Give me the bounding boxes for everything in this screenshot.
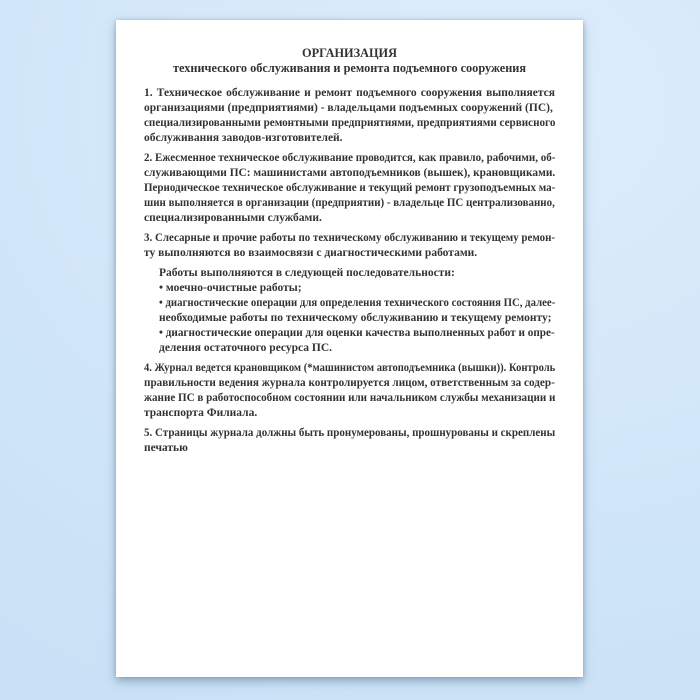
text-line: 2. Ежесменное техническое обслуживание проводится, как правило, рабочими, об-	[144, 152, 556, 164]
text-line: шин выполняется в организации (предприятии) - владельце ПС централизованно,	[144, 197, 555, 209]
document-body	[144, 86, 555, 456]
text-line: 4. Журнал ведется крановщиком (*машинистом автоподъемника (вышки)). Контроль	[144, 362, 556, 374]
list-line: • диагностические операции для оценки качества выполненных работ и опре-	[159, 327, 555, 339]
document-subtitle-line: технического обслуживания и ремонта подъемного сооружения	[172, 61, 527, 75]
text-line: 3. Слесарные и прочие работы по техническому обслуживанию и текущему ремон-	[144, 232, 556, 244]
text-line: жание ПС в работоспособном состоянии или начальником службы механизации и	[144, 392, 556, 404]
text-line: обслуживания заводов-изготовителей.	[144, 132, 343, 144]
paragraph	[144, 231, 555, 261]
text-line: Периодическое техническое обслуживание и текущий ремонт грузоподъемных ма-	[144, 182, 556, 194]
paragraph	[144, 151, 555, 226]
list-line: Работы выполняются в следующей последовательности:	[159, 267, 455, 279]
paragraph	[144, 426, 555, 456]
text-line: организациями (предприятиями) - владельцами подъемных сооружений (ПС),	[144, 102, 553, 114]
text-line: печатью	[144, 442, 188, 454]
bullet-list	[144, 266, 555, 356]
list-line: • моечно-очистные работы;	[159, 282, 302, 294]
text-line: специализированными службами.	[144, 212, 322, 224]
text-line: 1. Техническое обслуживание и ремонт подъемного сооружения выполняется	[144, 87, 555, 99]
paragraph	[144, 361, 555, 421]
paragraph	[144, 86, 555, 146]
list-line: • диагностические операции для определения технического состояния ПС, далее-	[159, 297, 556, 309]
text-line: служивающими ПС: машинистами автоподъемников (вышек), крановщиками.	[144, 167, 556, 179]
text-line: правильности ведения журнала контролируется лицом, ответственным за содер-	[144, 377, 555, 389]
list-line: деления остаточного ресурса ПС.	[159, 342, 333, 354]
document-title-line: ОРГАНИЗАЦИЯ	[302, 46, 397, 60]
document-page	[116, 20, 583, 677]
document-title	[144, 46, 555, 76]
text-line: специализированными ремонтными предприятиями, предприятиями сервисного	[144, 117, 556, 129]
text-line: транспорта Филиала.	[144, 407, 258, 419]
text-line: 5. Страницы журнала должны быть пронумерованы, прошнурованы и скреплены	[144, 427, 556, 439]
text-line: ту выполняются во взаимосвязи с диагностическими работами.	[144, 247, 478, 259]
list-line: необходимые работы по техническому обслуживанию и текущему ремонту;	[159, 312, 552, 324]
